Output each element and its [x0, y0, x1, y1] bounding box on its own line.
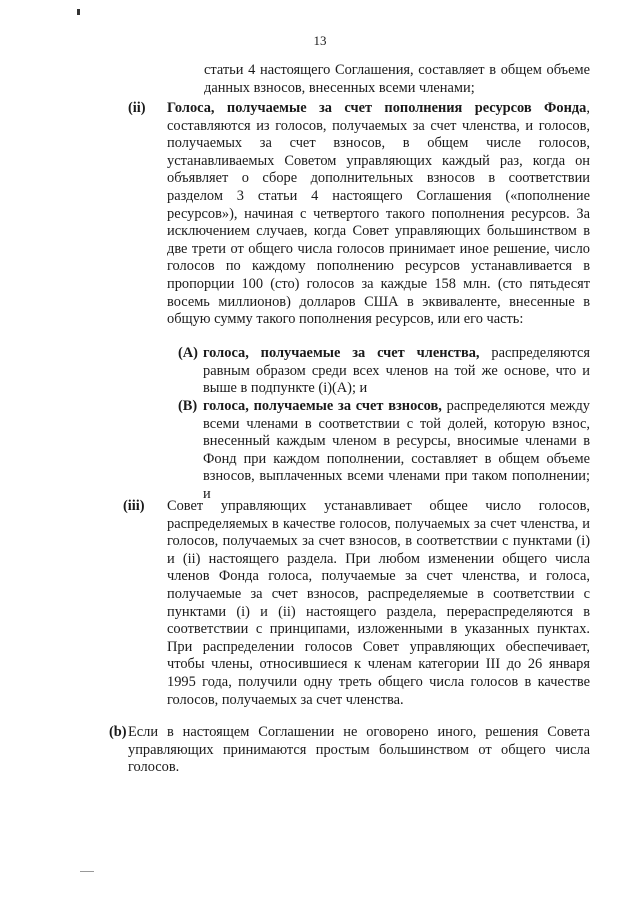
sub-b-label: (B): [178, 398, 198, 414]
scan-artifact: [80, 871, 94, 872]
sub-a-text: распределяются равным образом среди всех членов на той же основе, что и выше в подпункте (i)(A); и: [203, 345, 590, 397]
sub-b-text: распределяются между всеми членами в соответствии с той долей, которую взнос, внесенный каждым членом в ресурсы, вносимые членами в Фонд при каждом пополнении, составляет в общем объеме взносов, выплаченных всеми членами при таком пополнении; и: [203, 398, 590, 502]
item-iii-label: (iii): [123, 498, 145, 514]
item-b-paragraph: Если в настоящем Соглашении не оговорено иного, решения Совета управляющих принимаются простым большинством от общего числа голосов.: [128, 724, 590, 776]
item-ii-label: (ii): [128, 100, 146, 116]
item-iii-paragraph: Совет управляющих устанавливает общее число голосов, распределяемых в качестве голосов, получаемых за счет членства, и голосов, получаемых за счет взносов, в соответствии с пунктами (i) и (ii) настоящего раздела. При любом изменении общего числа членов Фонда голоса, получаемые за счет членства, и голоса, получаемые за счет взносов, распределяемые в соответствии с пунктами (i) и (ii) настоящего раздела, перераспределяются в соответствии с принципами, изложенными в указанных пунктах. При распределении голосов Совет управляющих обеспечивает, чтобы члены, относившиеся к членам категории III до 26 января 1995 года, получили одну треть общего числа голосов в качестве голосов, получаемых за счет членства.: [167, 498, 590, 708]
item-ii-paragraph: [167, 100, 590, 329]
continuation-paragraph: статьи 4 настоящего Соглашения, составляет в общем объеме данных взносов, внесенных всеми членами;: [204, 62, 590, 96]
sub-a-paragraph: [203, 345, 590, 398]
sub-b-paragraph: [203, 398, 590, 504]
item-b-label: (b): [109, 724, 127, 740]
sub-a-label: (A): [178, 345, 198, 361]
scan-mark: [77, 9, 80, 15]
sub-b-heading: голоса, получаемые за счет взносов,: [203, 398, 442, 414]
sub-a-heading: голоса, получаемые за счет членства,: [203, 345, 480, 361]
item-ii-text: , составляются из голосов, получаемых за счет членства, и голосов, получаемых за счет взносов, в общем числе голосов, устанавливаемых Советом управляющих каждый раз, когда он объявляет о сборе дополнительных взносов в соответствии разделом 3 статьи 4 настоящего Соглашения («пополнение ресурсов»), начиная с четвертого такого пополнения ресурсов. За исключением случаев, когда Совет управляющих большинством в две трети от общего числа голосов принимает иное решение, число голосов по каждому пополнению ресурсов устанавливается в пропорции 100 (сто) голосов за каждые 158 млн. (сто пятьдесят восемь миллионов) долларов США в эквиваленте, внесенные в общую сумму такого пополнения ресурсов, или его часть:: [167, 100, 590, 328]
item-ii-heading: Голоса, получаемые за счет пополнения ресурсов Фонда: [167, 100, 587, 116]
page-number: 13: [313, 33, 327, 48]
